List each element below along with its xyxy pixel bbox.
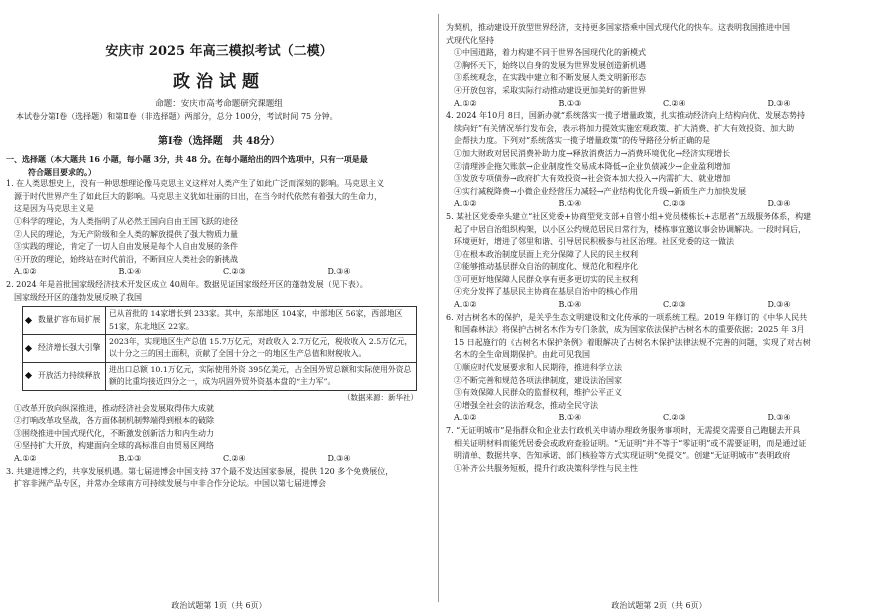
q3-stem-line: 式现代化坚持 <box>446 35 494 45</box>
choice-a[interactable]: A.①② <box>14 453 37 463</box>
choice-c[interactable]: C.②③ <box>223 267 246 277</box>
q1-stem-line: 1. 在人类思想史上，没有一种思想理论像马克思主义这样对人类产生了如此广泛而深刻的影响。马克思主义 <box>6 179 385 189</box>
q1-option: ④开放的理论，始终站在时代前沿，不断回应人类社会的新挑战 <box>14 254 238 264</box>
q5-stem-line: 5. 某社区党委牵头建立“社区党委+协商型党支部+自管小组+党员楼栋长+志愿者”五级服务体系，构建 <box>446 211 812 221</box>
q3-choices <box>446 98 870 111</box>
choice-b[interactable]: B.①③ <box>118 453 142 463</box>
column-divider <box>438 14 439 602</box>
q3-stem-line: 3. 共建进博之约，共享发展机遇。第七届进博会中国支持 37个最不发达国家参展，提供 120 多个免费展位， <box>6 466 394 476</box>
choice-c[interactable]: C.②③ <box>663 413 686 423</box>
data-source: （数据来源：新华社） <box>343 392 418 402</box>
q6-stem-line: 和国森林法》将保护古树名木作为专门条款，成为国家依法保护古树名木的重要依据；2025 年 3月 <box>454 325 805 335</box>
q4-stem-line: 4. 2024 年10月 8日，国新办就“系统落实一揽子增量政策，扎实推动经济向上结构向优、发展态势持 <box>446 111 805 121</box>
instruction-line-1: 一、选择题（本大题共 16 小题，每小题 3分，共 48 分。在每小题给出的四个选项中，只有一项是最 <box>6 154 368 164</box>
author-line: 命题：安庆市高考命题研究课题组 <box>155 99 283 109</box>
q5-option: ③可更好地保障人民群众享有更多更切实的民主权利 <box>454 274 638 284</box>
q5-choices <box>446 299 870 312</box>
q3-option: ③系统观念，在实践中建立和不断发展人类文明新形态 <box>454 73 646 83</box>
question-6 <box>446 312 870 425</box>
q4-stem-line: 企帮扶力度。下列对“系统落实一揽子增量政策”的传导路径分析正确的是 <box>454 136 711 146</box>
right-column <box>446 0 870 615</box>
q4-choices <box>446 198 870 211</box>
diamond-bullet-icon <box>25 372 32 379</box>
choice-a[interactable]: A.①② <box>454 98 477 108</box>
choice-b[interactable]: B.①④ <box>558 300 582 310</box>
q6-stem-line: 15 日起施行的《古树名木保护条例》着眼解决了古树名木保护法律法规不完善的问题，实现了对古树 <box>454 337 811 347</box>
choice-c[interactable]: C.②③ <box>663 300 686 310</box>
q2-option: ②打响改革攻坚战，各方面体制机制弊端得到根本的破除 <box>14 416 214 426</box>
q5-stem-line: 环境更好，增进了邻里和谐、引导居民积极参与社区治理。社区党委的这一做法 <box>454 237 734 247</box>
q2-option: ③围绕推进中国式现代化，不断激发创新活力和内生动力 <box>14 428 214 438</box>
q7-option: ①补齐公共服务短板，提升行政决策科学性与民主性 <box>454 463 638 473</box>
q5-option: ①在根本政治制度层面上充分保障了人民的民主权利 <box>454 249 638 259</box>
q6-stem-line: 名木的全生命周期保护。由此可见我国 <box>454 350 590 360</box>
question-3-cont <box>446 22 870 110</box>
question-3-start <box>6 466 432 491</box>
exam-note: 本试卷分第Ⅰ卷（选择题）和第Ⅱ卷（非选择题）两部分，总分 100分，考试时间 75 分钟。 <box>16 112 338 121</box>
section-heading: 第Ⅰ卷（选择题 共 48分） <box>157 136 281 147</box>
q6-option: ④增强全社会的法治观念，推动全民守法 <box>454 400 598 410</box>
q3-stem-line: 扩容非洲产品专区，并常办全球南方可持续发展与中非合作分论坛。中国以第七届进博会 <box>14 479 326 489</box>
q4-option: ④实行减税降费→小微企业经营压力减轻→产业结构优化升级→新质生产力加快发展 <box>454 186 747 196</box>
q3-option: ④开放包容，采取实际行动推动建设更加美好的新世界 <box>454 85 646 95</box>
q2-stem-line: 国家级经开区的蓬勃发展反映了我国 <box>14 292 142 302</box>
choice-d[interactable]: D.③④ <box>767 199 791 209</box>
row-key: 经济增长强大引擎 <box>38 343 101 353</box>
table-row <box>23 362 417 390</box>
q5-option: ④充分发挥了基层民主协商在基层自治中的核心作用 <box>454 287 638 297</box>
exam-title: 安庆市 2025 年高三模拟考试（二模） <box>105 44 333 59</box>
q7-stem-line: 7. “无证明城市”是指群众和企业去行政机关申请办理政务服务事项时，无需提交需要自己跑腿去开具 <box>446 426 801 435</box>
choice-a[interactable]: A.①② <box>14 267 37 277</box>
q5-option: ②能够推动基层群众自治的制度化、规范化和程序化 <box>454 262 638 272</box>
q4-option: ②清理涉企拖欠账款→企业制度性交易成本降低→企业负债减少→企业盈利增加 <box>454 161 731 171</box>
choice-c[interactable]: C.②④ <box>663 98 686 108</box>
q3-stem-line: 为契机，推动建设开放型世界经济，支持更多国家搭乘中国式现代化的快车。这表明我国推进中国 <box>446 23 790 32</box>
q3-option: ②胸怀天下，始终以自身的发展为世界发展创造新机遇 <box>454 60 646 70</box>
q7-stem-line: 明清单、数据共享、告知承诺、部门核验等方式实现证明“免提交”。创建“无证明城市”表明政府 <box>454 451 791 461</box>
q2-choices <box>6 453 432 466</box>
q5-stem-line: 起了中居自治组织构架，以小区公约规范居民日常行为，楼栋事宜邀议事会协调解决。一段时间后， <box>454 224 806 234</box>
row-value: 进出口总额 10.1万亿元，实际使用外资 395亿美元，占全国外贸总额和实际使用外资总额的比重均接近四分之一，成为巩固外贸外资基本盘的“主力军”。 <box>106 362 417 390</box>
row-key: 数量扩容布局扩展 <box>38 315 101 325</box>
choice-c[interactable]: C.②④ <box>223 453 246 463</box>
q6-stem-line: 6. 对古树名木的保护，是关乎生态文明建设和文化传承的一项系统工程。2019 年修订的《中华人民共 <box>446 312 808 322</box>
row-value: 2023年，实现地区生产总值 15.7万亿元，对政收入 2.7万亿元，税收收入 2.5万亿元，以十分之三的国土面积，贡献了全国十分之一的地区生产总值和财税收入。 <box>106 334 417 362</box>
q6-option: ③有效保障人民群众的监督权利，维护公平正义 <box>454 388 622 398</box>
choice-d[interactable]: D.③④ <box>327 267 351 277</box>
choice-d[interactable]: D.③④ <box>327 453 351 463</box>
choice-a[interactable]: A.①② <box>454 300 477 310</box>
q1-option: ③实践的理论，肯定了一切人自由发展是每个人自由发展的条件 <box>14 242 238 252</box>
choice-b[interactable]: B.①③ <box>558 98 582 108</box>
q2-stem-line: 2. 2024 年是首批国家级经济技术开发区成立 40周年。数据见证国家级经开区的蓬勃发展（见下表）。 <box>6 279 368 289</box>
q1-option: ①科学的理论，为人类指明了从必然王国向自由王国飞跃的途径 <box>14 216 238 226</box>
page-footer: 政治试题第 1页（共 6页） <box>171 601 267 610</box>
q4-option: ③发放专项债券→政府扩大有效投资→社会资本加大投入→内需扩大、就业增加 <box>454 174 731 184</box>
subject-title: 政治试题 <box>173 72 265 92</box>
diamond-bullet-icon <box>25 317 32 324</box>
choice-c[interactable]: C.②③ <box>663 199 686 209</box>
choice-d[interactable]: D.③④ <box>767 98 791 108</box>
question-2 <box>6 279 432 466</box>
choice-b[interactable]: B.①④ <box>558 413 582 423</box>
table-row <box>23 307 417 335</box>
q6-option: ②不断完善和规范各项法律制度，建设法治国家 <box>454 375 622 385</box>
q4-stem-line: 续向好”有关情况举行发布会，表示将加力提效实施宏观政策、扩大消费、扩大有效投资、加大助 <box>454 123 795 133</box>
choice-b[interactable]: B.①④ <box>118 267 142 277</box>
q6-choices <box>446 412 870 425</box>
question-4 <box>446 110 870 211</box>
q3-option: ①中国道路，着力构建不同于世界各国现代化的新模式 <box>454 48 646 58</box>
q7-stem-line: 相关证明材料而能凭居委会或政府查验证明。“无证明”并不等于“零证明”或不需要证明，而是通过证 <box>454 438 807 448</box>
q6-option: ①顺应时代发展要求和人民期待，推进科学立法 <box>454 363 622 373</box>
q1-choices <box>6 266 432 279</box>
question-7 <box>446 425 870 475</box>
table-row <box>23 334 417 362</box>
choice-a[interactable]: A.①② <box>454 413 477 423</box>
page-footer: 政治试题第 2页（共 6页） <box>611 601 707 610</box>
choice-a[interactable]: A.①② <box>454 199 477 209</box>
q4-option: ①加大财政对居民消费补助力度→释放消费活力→消费环境优化→经济实现增长 <box>454 148 731 158</box>
q1-option: ②人民的理论，为无产阶级和全人类的解放提供了强大物质力量 <box>14 229 238 239</box>
q2-option: ④坚持扩大开放，构建面向全球的高标准自由贸易区网络 <box>14 441 214 451</box>
q2-option: ①改革开放向纵深推进，推动经济社会发展取得伟大成就 <box>14 403 214 413</box>
q1-stem-line: 这是因为马克思主义是 <box>14 204 94 214</box>
question-5 <box>446 211 870 312</box>
row-key: 开放活力持续释放 <box>38 370 101 380</box>
q1-stem-line: 源于时代世界产生了如此巨大的影响。马克思主义犹如壮丽的日出，在当今时代依然有着强大的生命力， <box>14 191 382 201</box>
instruction-line-2: 符合题目要求的。） <box>28 166 96 177</box>
choice-d[interactable]: D.③④ <box>767 413 791 423</box>
development-table <box>22 306 417 390</box>
choice-b[interactable]: B.①④ <box>558 199 582 209</box>
left-column <box>6 0 432 615</box>
question-1 <box>6 178 432 279</box>
row-value: 已从首批的 14家增长到 233家。其中，东部地区 104家，中部地区 56家，西部地区 51家，东北地区 22家。 <box>106 307 417 335</box>
choice-d[interactable]: D.③④ <box>767 300 791 310</box>
diamond-bullet-icon <box>25 345 32 352</box>
